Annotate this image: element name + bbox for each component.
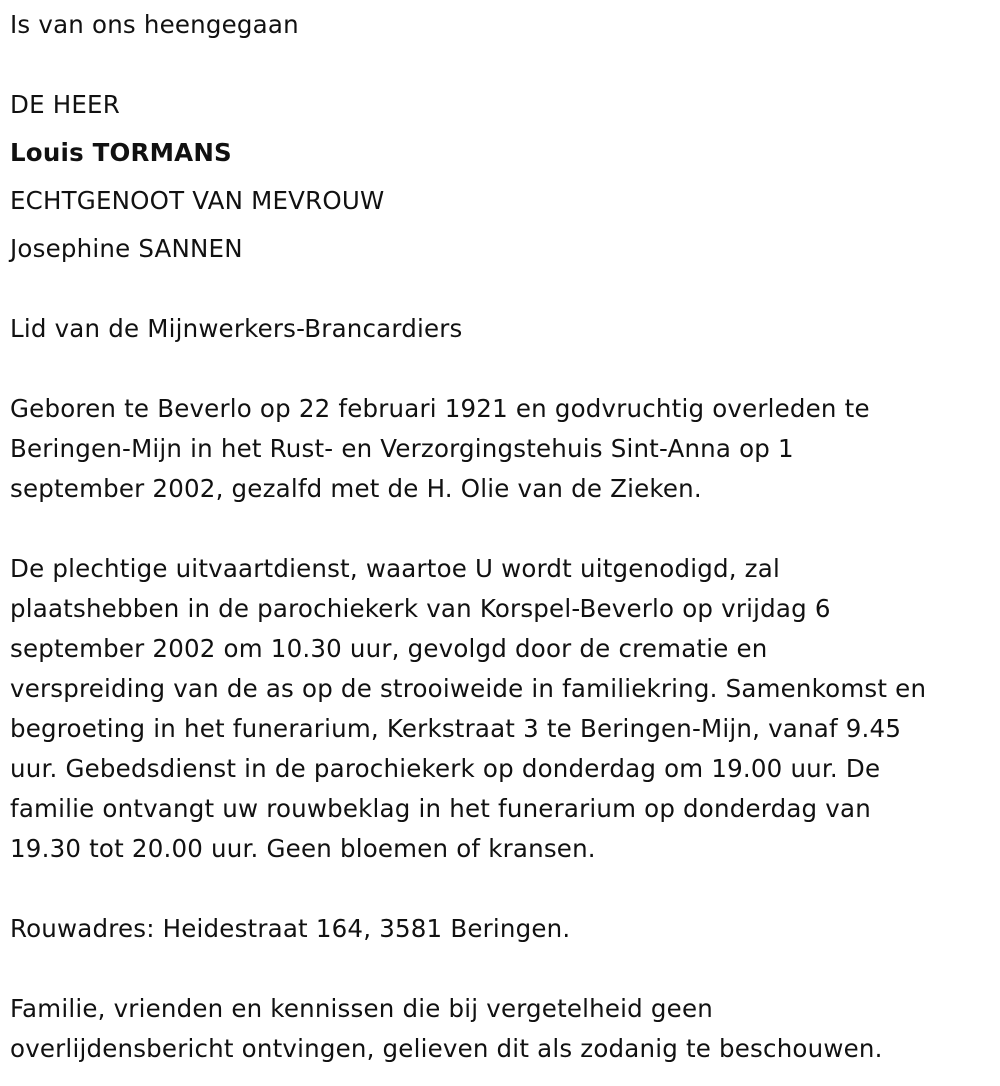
paragraph-line: uur. Gebedsdienst in de parochiekerk op donderdag om 19.00 uur. De [10,754,881,783]
spouse-name: Josephine SANNEN [10,234,243,263]
paragraph-line: verspreiding van de as op de strooiweide in familiekring. Samenkomst en [10,674,927,703]
honorific: DE HEER [10,90,120,119]
mourning-address: Rouwadres: Heidestraat 164, 3581 Beringen. [10,914,571,943]
paragraph-line: begroeting in het funerarium, Kerkstraat 3 te Beringen-Mijn, vanaf 9.45 [10,714,902,743]
paragraph-line: september 2002, gezalfd met de H. Olie van de Zieken. [10,474,702,503]
intro-text: Is van ons heengegaan [10,10,299,39]
paragraph-line: De plechtige uitvaartdienst, waartoe U wordt uitgenodigd, zal [10,554,780,583]
paragraph-line: 19.30 tot 20.00 uur. Geen bloemen of kransen. [10,834,596,863]
membership-text: Lid van de Mijnwerkers-Brancardiers [10,314,463,343]
spouse-label: ECHTGENOOT VAN MEVROUW [10,186,385,215]
paragraph-line: Geboren te Beverlo op 22 februari 1921 en godvruchtig overleden te [10,394,870,423]
paragraph-line: overlijdensbericht ontvingen, gelieven dit als zodanig te beschouwen. [10,1034,883,1063]
paragraph-line: Familie, vrienden en kennissen die bij vergetelheid geen [10,994,713,1023]
paragraph-line: plaatshebben in de parochiekerk van Korspel-Beverlo op vrijdag 6 [10,594,831,623]
paragraph-line: Beringen-Mijn in het Rust- en Verzorgingstehuis Sint-Anna op 1 [10,434,794,463]
paragraph-line: familie ontvangt uw rouwbeklag in het funerarium op donderdag van [10,794,871,823]
paragraph-line: september 2002 om 10.30 uur, gevolgd door de crematie en [10,634,768,663]
deceased-name: Louis TORMANS [10,138,232,167]
